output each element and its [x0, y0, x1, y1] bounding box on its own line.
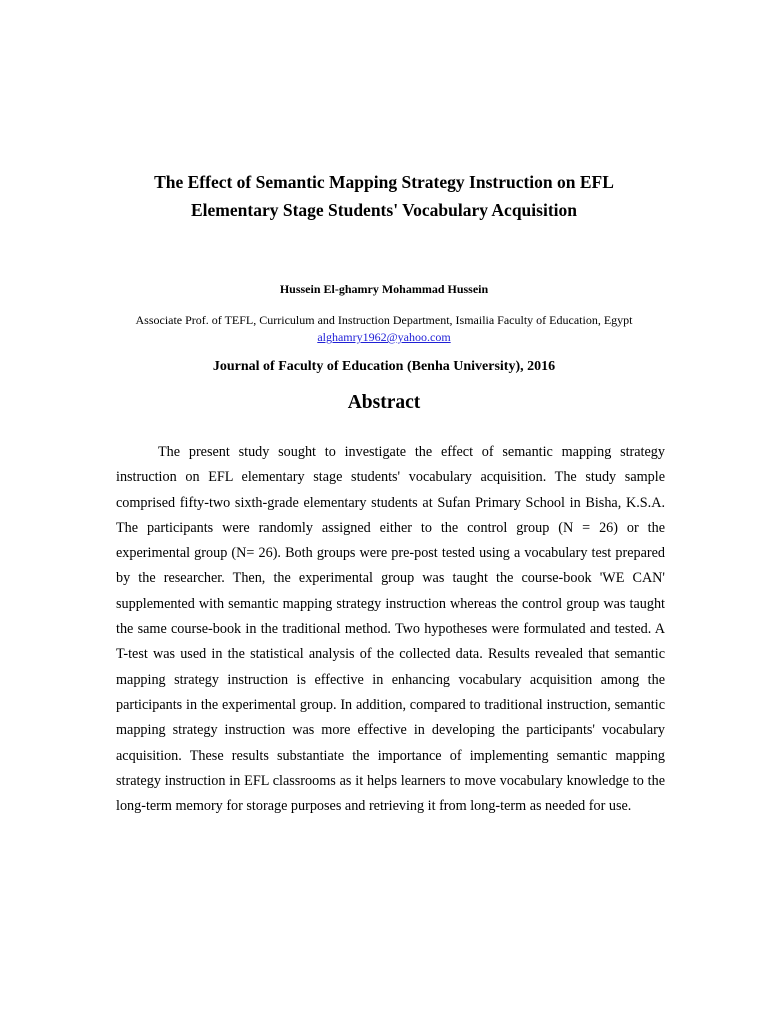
author-email-link[interactable]: alghamry1962@yahoo.com — [317, 330, 451, 344]
author-email-line — [0, 330, 768, 345]
abstract-paragraph: The present study sought to investigate the effect of semantic mapping strategy instruction on EFL elementary stage students' vocabulary acquisition. The study sample comprised fifty-two sixth-grade elementary students at Sufan Primary School in Bisha, K.S.A. The participants were randomly assigned either to the control group (N = 26) or the experimental group (N= 26). Both groups were pre-post tested using a vocabulary test prepared by the researcher. Then, the experimental group was taught the course-book 'WE CAN' supplemented with semantic mapping strategy instruction whereas the control group was taught the same course-book in the traditional method. Two hypotheses were formulated and tested. A T-test was used in the statistical analysis of the collected data. Results revealed that semantic mapping strategy instruction is effective in enhancing vocabulary acquisition among the participants in the experimental group. In addition, compared to traditional instruction, semantic mapping strategy instruction was more effective in developing the participants' vocabulary acquisition. These results substantiate the importance of implementing semantic mapping strategy instruction in EFL classrooms as it helps learners to move vocabulary knowledge to the long-term memory for storage purposes and retrieving it from long-term as needed for use. — [116, 444, 665, 815]
author-name: Hussein El-ghamry Mohammad Hussein — [279, 282, 489, 296]
journal-citation: Journal of Faculty of Education (Benha University), 2016 — [212, 359, 556, 374]
abstract-heading: Abstract — [347, 392, 421, 413]
author-affiliation: Associate Prof. of TEFL, Curriculum and Instruction Department, Ismailia Faculty of Education, Egypt — [135, 313, 633, 327]
paper-title-line-1: The Effect of Semantic Mapping Strategy Instruction on EFL — [154, 172, 614, 192]
paper-title-line-2: Elementary Stage Students' Vocabulary Acquisition — [190, 200, 578, 220]
